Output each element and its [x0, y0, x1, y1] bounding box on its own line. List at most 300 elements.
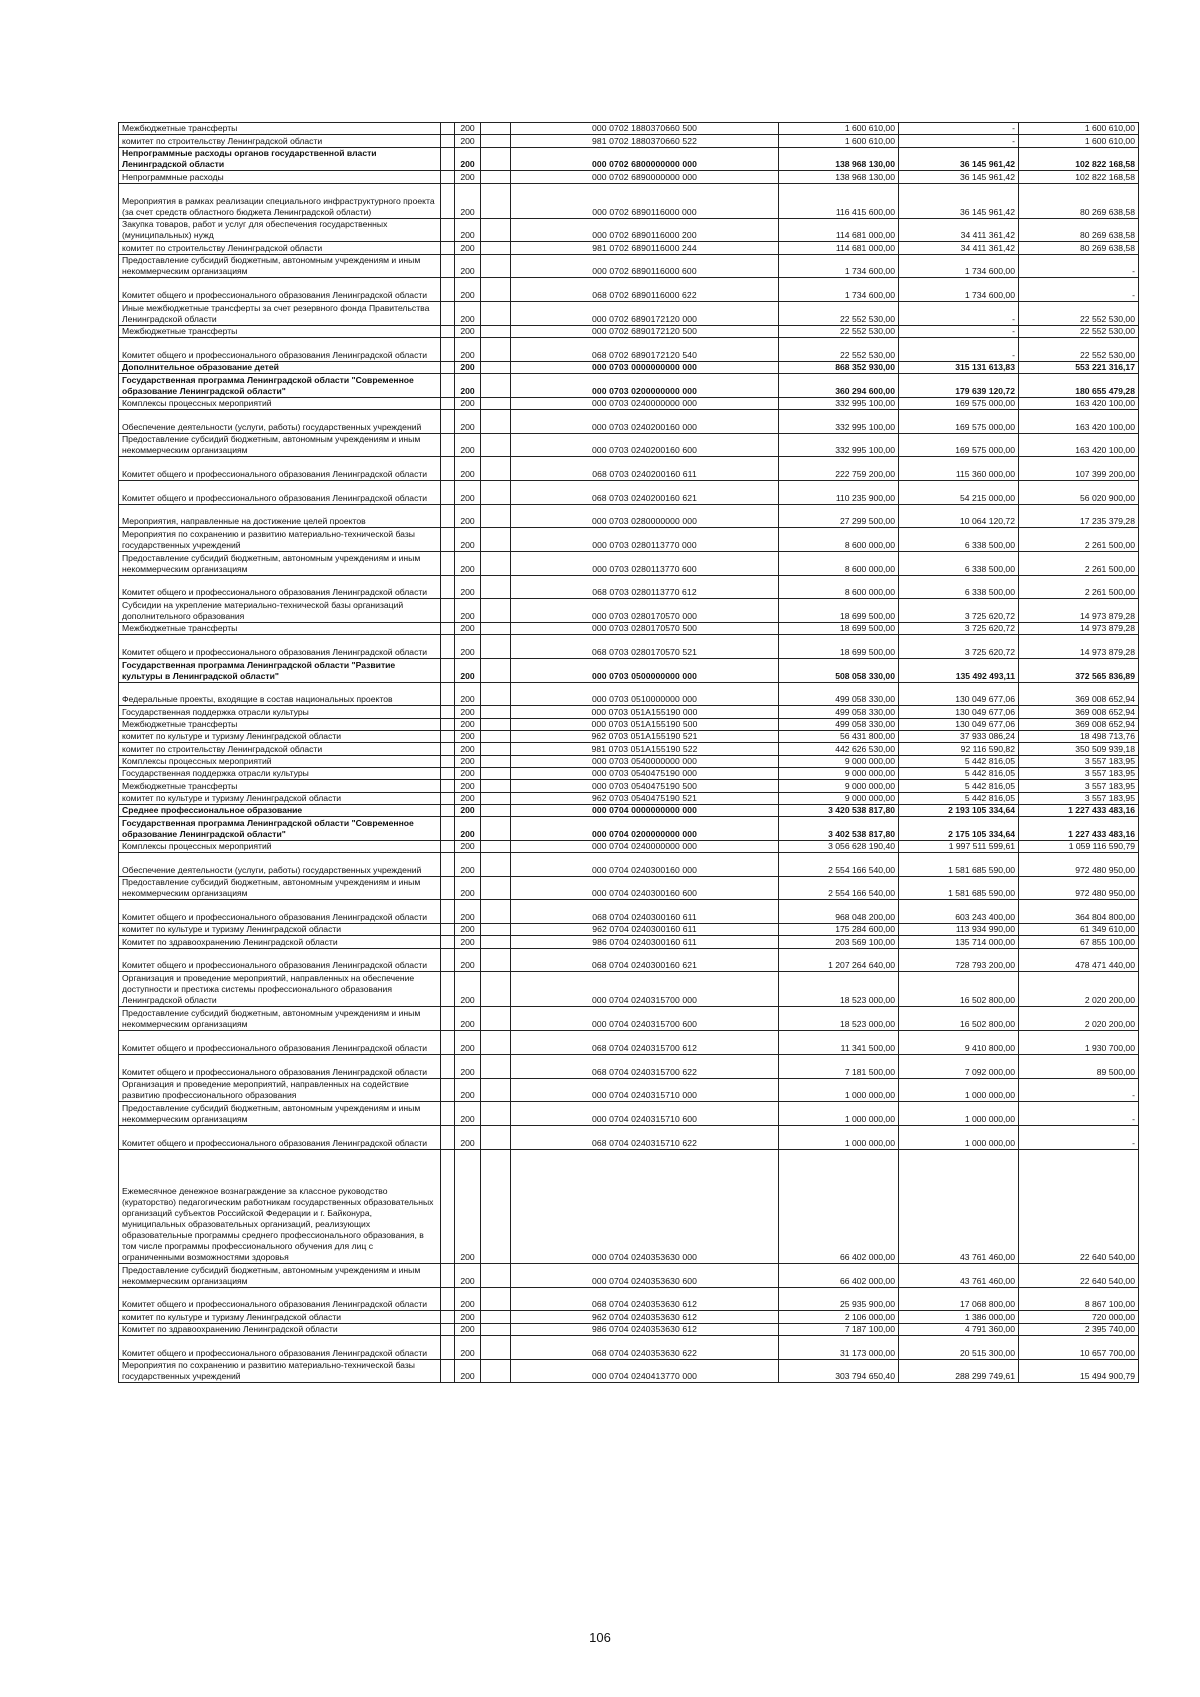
row-line-code-cell: 200: [455, 623, 481, 635]
row-classification-code-cell: 068 0703 0240200160 621: [511, 480, 779, 504]
row-name-cell: Дополнительное образование детей: [119, 361, 441, 373]
table-row: [119, 804, 1139, 816]
row-name-cell: Межбюджетные трансферты: [119, 780, 441, 792]
row-spacer-cell: [481, 780, 511, 792]
row-spacer-cell: [481, 433, 511, 457]
row-approved-amount-cell: 18 523 000,00: [779, 972, 899, 1007]
row-line-code-cell: 200: [455, 1264, 481, 1288]
table-row: [119, 623, 1139, 635]
row-executed-amount-cell: 130 049 677,06: [899, 682, 1019, 706]
row-line-code-cell: 200: [455, 242, 481, 254]
row-unexecuted-amount-cell: 3 557 183,95: [1019, 780, 1139, 792]
row-executed-amount-cell: 36 145 961,42: [899, 183, 1019, 218]
row-line-code-cell: 200: [455, 373, 481, 397]
table-row: [119, 1323, 1139, 1335]
table-row: [119, 171, 1139, 183]
row-name-cell: Среднее профессиональное образование: [119, 804, 441, 816]
row-name-cell: Комитет общего и профессионального образования Ленинградской области: [119, 1054, 441, 1078]
row-spacer-cell: [441, 840, 455, 852]
table-row: [119, 242, 1139, 254]
row-name-cell: Субсидии на укрепление материально-технической базы организаций дополнительного образования: [119, 599, 441, 623]
row-unexecuted-amount-cell: 14 973 879,28: [1019, 635, 1139, 659]
row-approved-amount-cell: 66 402 000,00: [779, 1149, 899, 1264]
row-executed-amount-cell: 5 442 816,05: [899, 792, 1019, 804]
row-name-cell: Непрограммные расходы: [119, 171, 441, 183]
row-approved-amount-cell: 1 734 600,00: [779, 278, 899, 302]
row-classification-code-cell: 000 0704 0240315700 000: [511, 972, 779, 1007]
row-approved-amount-cell: 8 600 000,00: [779, 575, 899, 599]
row-unexecuted-amount-cell: 17 235 379,28: [1019, 504, 1139, 528]
table-row: [119, 278, 1139, 302]
row-spacer-cell: [481, 1054, 511, 1078]
row-unexecuted-amount-cell: 972 480 950,00: [1019, 853, 1139, 877]
table-row: [119, 409, 1139, 433]
row-classification-code-cell: 000 0703 0240200160 600: [511, 433, 779, 457]
row-unexecuted-amount-cell: 18 498 713,76: [1019, 731, 1139, 743]
row-unexecuted-amount-cell: 369 008 652,94: [1019, 682, 1139, 706]
table-row: [119, 135, 1139, 147]
row-executed-amount-cell: 3 725 620,72: [899, 599, 1019, 623]
table-row: [119, 731, 1139, 743]
row-classification-code-cell: 000 0702 6890116000 600: [511, 254, 779, 278]
row-spacer-cell: [441, 397, 455, 409]
row-executed-amount-cell: 36 145 961,42: [899, 147, 1019, 171]
row-name-cell: Ежемесячное денежное вознаграждение за классное руководство (кураторство) педагогическим работникам государственных образовательных организаций субъектов Российской Федерации и г. Байконура, муниципальных образовательных организаций, реализующих образовательные программы среднего профессионального образования, в том числе программы профессионального обучения для лиц с ограниченными возможностями здоровья: [119, 1149, 441, 1264]
row-executed-amount-cell: 36 145 961,42: [899, 171, 1019, 183]
row-name-cell: Межбюджетные трансферты: [119, 623, 441, 635]
row-spacer-cell: [441, 623, 455, 635]
row-spacer-cell: [441, 876, 455, 900]
row-approved-amount-cell: 114 681 000,00: [779, 218, 899, 242]
row-classification-code-cell: 000 0703 0280170570 000: [511, 599, 779, 623]
row-line-code-cell: 200: [455, 1311, 481, 1323]
row-spacer-cell: [441, 936, 455, 948]
row-spacer-cell: [441, 278, 455, 302]
row-spacer-cell: [481, 552, 511, 576]
table-row: [119, 325, 1139, 337]
row-name-cell: Государственная программа Ленинградской области "Развитие культуры в Ленинградской области": [119, 659, 441, 683]
row-classification-code-cell: 068 0703 0240200160 611: [511, 457, 779, 481]
row-approved-amount-cell: 1 600 610,00: [779, 123, 899, 135]
row-unexecuted-amount-cell: 478 471 440,00: [1019, 948, 1139, 972]
row-spacer-cell: [441, 948, 455, 972]
row-name-cell: Комитет общего и профессионального образования Ленинградской области: [119, 575, 441, 599]
table-row: [119, 972, 1139, 1007]
row-classification-code-cell: 068 0704 0240315700 612: [511, 1031, 779, 1055]
row-unexecuted-amount-cell: 107 399 200,00: [1019, 457, 1139, 481]
row-approved-amount-cell: 116 415 600,00: [779, 183, 899, 218]
table-row: [119, 599, 1139, 623]
table-row: [119, 743, 1139, 755]
table-row: [119, 780, 1139, 792]
row-executed-amount-cell: 6 338 500,00: [899, 552, 1019, 576]
row-unexecuted-amount-cell: 102 822 168,58: [1019, 147, 1139, 171]
row-unexecuted-amount-cell: -: [1019, 1078, 1139, 1102]
row-spacer-cell: [441, 1102, 455, 1126]
row-unexecuted-amount-cell: 369 008 652,94: [1019, 706, 1139, 718]
row-classification-code-cell: 068 0703 0280170570 521: [511, 635, 779, 659]
row-classification-code-cell: 962 0704 0240300160 611: [511, 924, 779, 936]
row-executed-amount-cell: -: [899, 337, 1019, 361]
row-unexecuted-amount-cell: 22 552 530,00: [1019, 337, 1139, 361]
row-executed-amount-cell: 7 092 000,00: [899, 1054, 1019, 1078]
row-spacer-cell: [441, 635, 455, 659]
row-classification-code-cell: 000 0703 0500000000 000: [511, 659, 779, 683]
row-executed-amount-cell: 1 997 511 599,61: [899, 840, 1019, 852]
row-unexecuted-amount-cell: 22 552 530,00: [1019, 301, 1139, 325]
table-row: [119, 254, 1139, 278]
row-spacer-cell: [481, 659, 511, 683]
row-unexecuted-amount-cell: 1 600 610,00: [1019, 135, 1139, 147]
row-executed-amount-cell: 1 734 600,00: [899, 254, 1019, 278]
row-name-cell: Государственная поддержка отрасли культуры: [119, 767, 441, 779]
table-row: [119, 552, 1139, 576]
row-line-code-cell: 200: [455, 361, 481, 373]
row-spacer-cell: [441, 254, 455, 278]
row-classification-code-cell: 000 0702 6890116000 000: [511, 183, 779, 218]
row-unexecuted-amount-cell: 3 557 183,95: [1019, 767, 1139, 779]
table-row: [119, 1264, 1139, 1288]
row-approved-amount-cell: 499 058 330,00: [779, 682, 899, 706]
row-classification-code-cell: 000 0703 0510000000 000: [511, 682, 779, 706]
row-unexecuted-amount-cell: 1 227 433 483,16: [1019, 817, 1139, 841]
row-approved-amount-cell: 9 000 000,00: [779, 755, 899, 767]
row-approved-amount-cell: 499 058 330,00: [779, 706, 899, 718]
row-name-cell: Комитет общего и профессионального образования Ленинградской области: [119, 1287, 441, 1311]
row-approved-amount-cell: 138 968 130,00: [779, 171, 899, 183]
row-classification-code-cell: 000 0704 0000000000 000: [511, 804, 779, 816]
row-approved-amount-cell: 203 569 100,00: [779, 936, 899, 948]
row-spacer-cell: [481, 218, 511, 242]
row-line-code-cell: 200: [455, 218, 481, 242]
row-unexecuted-amount-cell: 67 855 100,00: [1019, 936, 1139, 948]
row-approved-amount-cell: 1 207 264 640,00: [779, 948, 899, 972]
row-spacer-cell: [441, 1323, 455, 1335]
row-executed-amount-cell: 1 581 685 590,00: [899, 876, 1019, 900]
table-row: [119, 755, 1139, 767]
table-row: [119, 433, 1139, 457]
row-line-code-cell: 200: [455, 876, 481, 900]
row-spacer-cell: [441, 780, 455, 792]
row-executed-amount-cell: 5 442 816,05: [899, 755, 1019, 767]
row-line-code-cell: 200: [455, 1007, 481, 1031]
row-classification-code-cell: 000 0704 0240300160 000: [511, 853, 779, 877]
row-name-cell: Государственная поддержка отрасли культуры: [119, 706, 441, 718]
row-executed-amount-cell: 3 725 620,72: [899, 635, 1019, 659]
row-line-code-cell: 200: [455, 792, 481, 804]
table-row: [119, 876, 1139, 900]
row-spacer-cell: [441, 1078, 455, 1102]
row-classification-code-cell: 986 0704 0240300160 611: [511, 936, 779, 948]
row-approved-amount-cell: 114 681 000,00: [779, 242, 899, 254]
row-executed-amount-cell: 288 299 749,61: [899, 1359, 1019, 1383]
row-spacer-cell: [481, 1311, 511, 1323]
row-spacer-cell: [481, 755, 511, 767]
row-executed-amount-cell: -: [899, 123, 1019, 135]
table-row: [119, 504, 1139, 528]
row-approved-amount-cell: 1 600 610,00: [779, 135, 899, 147]
row-name-cell: Комитет по здравоохранению Ленинградской области: [119, 1323, 441, 1335]
row-unexecuted-amount-cell: 372 565 836,89: [1019, 659, 1139, 683]
row-unexecuted-amount-cell: 163 420 100,00: [1019, 397, 1139, 409]
row-line-code-cell: 200: [455, 254, 481, 278]
table-row: [119, 218, 1139, 242]
row-classification-code-cell: 981 0702 6890116000 244: [511, 242, 779, 254]
row-approved-amount-cell: 8 600 000,00: [779, 552, 899, 576]
row-unexecuted-amount-cell: 1 059 116 590,79: [1019, 840, 1139, 852]
row-approved-amount-cell: 1 000 000,00: [779, 1102, 899, 1126]
row-approved-amount-cell: 1 000 000,00: [779, 1125, 899, 1149]
row-name-cell: комитет по строительству Ленинградской области: [119, 135, 441, 147]
row-spacer-cell: [441, 1125, 455, 1149]
table-row: [119, 792, 1139, 804]
row-classification-code-cell: 000 0703 0240200160 000: [511, 409, 779, 433]
row-spacer-cell: [481, 1323, 511, 1335]
row-name-cell: Мероприятия по сохранению и развитию материально-технической базы государственных учреждений: [119, 528, 441, 552]
row-executed-amount-cell: 16 502 800,00: [899, 1007, 1019, 1031]
row-unexecuted-amount-cell: 61 349 610,00: [1019, 924, 1139, 936]
row-spacer-cell: [441, 123, 455, 135]
row-spacer-cell: [481, 1287, 511, 1311]
row-executed-amount-cell: 113 934 990,00: [899, 924, 1019, 936]
row-name-cell: комитет по строительству Ленинградской области: [119, 242, 441, 254]
row-line-code-cell: 200: [455, 397, 481, 409]
row-classification-code-cell: 000 0703 0540475190 000: [511, 767, 779, 779]
row-spacer-cell: [481, 242, 511, 254]
row-executed-amount-cell: 3 725 620,72: [899, 623, 1019, 635]
row-classification-code-cell: 000 0702 6890116000 200: [511, 218, 779, 242]
row-classification-code-cell: 068 0704 0240315700 622: [511, 1054, 779, 1078]
row-spacer-cell: [441, 1007, 455, 1031]
row-spacer-cell: [481, 804, 511, 816]
row-classification-code-cell: 068 0702 6890116000 622: [511, 278, 779, 302]
row-unexecuted-amount-cell: 1 227 433 483,16: [1019, 804, 1139, 816]
row-spacer-cell: [441, 361, 455, 373]
row-unexecuted-amount-cell: 364 804 800,00: [1019, 900, 1139, 924]
row-approved-amount-cell: 18 699 500,00: [779, 599, 899, 623]
row-spacer-cell: [481, 457, 511, 481]
row-executed-amount-cell: 130 049 677,06: [899, 706, 1019, 718]
row-name-cell: Мероприятия по сохранению и развитию материально-технической базы государственных учреждений: [119, 1359, 441, 1383]
row-approved-amount-cell: 9 000 000,00: [779, 792, 899, 804]
row-spacer-cell: [441, 924, 455, 936]
row-line-code-cell: 200: [455, 718, 481, 730]
row-approved-amount-cell: 8 600 000,00: [779, 528, 899, 552]
row-unexecuted-amount-cell: 1 600 610,00: [1019, 123, 1139, 135]
row-approved-amount-cell: 3 420 538 817,80: [779, 804, 899, 816]
row-name-cell: Предоставление субсидий бюджетным, автономным учреждениям и иным некоммерческим организациям: [119, 552, 441, 576]
row-line-code-cell: 200: [455, 767, 481, 779]
row-line-code-cell: 200: [455, 743, 481, 755]
row-approved-amount-cell: 18 699 500,00: [779, 623, 899, 635]
row-line-code-cell: 200: [455, 1031, 481, 1055]
row-unexecuted-amount-cell: 89 500,00: [1019, 1054, 1139, 1078]
row-classification-code-cell: 000 0704 0240315710 000: [511, 1078, 779, 1102]
row-spacer-cell: [481, 171, 511, 183]
row-unexecuted-amount-cell: 22 640 540,00: [1019, 1149, 1139, 1264]
row-line-code-cell: 200: [455, 840, 481, 852]
table-row: [119, 1336, 1139, 1360]
row-spacer-cell: [441, 659, 455, 683]
row-spacer-cell: [481, 254, 511, 278]
row-unexecuted-amount-cell: 80 269 638,58: [1019, 183, 1139, 218]
row-approved-amount-cell: 7 187 100,00: [779, 1323, 899, 1335]
row-spacer-cell: [481, 682, 511, 706]
row-unexecuted-amount-cell: 1 930 700,00: [1019, 1031, 1139, 1055]
row-unexecuted-amount-cell: 163 420 100,00: [1019, 409, 1139, 433]
row-classification-code-cell: 068 0704 0240300160 621: [511, 948, 779, 972]
table-row: [119, 123, 1139, 135]
row-approved-amount-cell: 332 995 100,00: [779, 397, 899, 409]
table-row: [119, 1359, 1139, 1383]
row-executed-amount-cell: 10 064 120,72: [899, 504, 1019, 528]
row-spacer-cell: [481, 1336, 511, 1360]
row-classification-code-cell: 986 0704 0240353630 612: [511, 1323, 779, 1335]
row-name-cell: Предоставление субсидий бюджетным, автономным учреждениям и иным некоммерческим организациям: [119, 1007, 441, 1031]
row-classification-code-cell: 000 0703 0000000000 000: [511, 361, 779, 373]
row-name-cell: комитет по культуре и туризму Ленинградской области: [119, 731, 441, 743]
row-unexecuted-amount-cell: 163 420 100,00: [1019, 433, 1139, 457]
table-row: [119, 1125, 1139, 1149]
row-classification-code-cell: 000 0704 0240315700 600: [511, 1007, 779, 1031]
row-approved-amount-cell: 18 699 500,00: [779, 635, 899, 659]
row-unexecuted-amount-cell: 350 509 939,18: [1019, 743, 1139, 755]
row-name-cell: Государственная программа Ленинградской области "Современное образование Ленинградской области": [119, 817, 441, 841]
row-name-cell: Комитет общего и профессионального образования Ленинградской области: [119, 948, 441, 972]
row-line-code-cell: 200: [455, 948, 481, 972]
row-approved-amount-cell: 360 294 600,00: [779, 373, 899, 397]
row-classification-code-cell: 000 0703 0280000000 000: [511, 504, 779, 528]
row-name-cell: Межбюджетные трансферты: [119, 123, 441, 135]
row-spacer-cell: [441, 743, 455, 755]
row-name-cell: Мероприятия в рамках реализации специального инфраструктурного проекта (за счет средств областного бюджета Ленинградской области): [119, 183, 441, 218]
row-spacer-cell: [441, 373, 455, 397]
row-line-code-cell: 200: [455, 706, 481, 718]
row-spacer-cell: [481, 1149, 511, 1264]
row-line-code-cell: 200: [455, 755, 481, 767]
row-spacer-cell: [441, 552, 455, 576]
row-executed-amount-cell: 315 131 613,83: [899, 361, 1019, 373]
row-spacer-cell: [441, 767, 455, 779]
row-line-code-cell: 200: [455, 1149, 481, 1264]
row-approved-amount-cell: 22 552 530,00: [779, 337, 899, 361]
row-classification-code-cell: 981 0703 051A155190 522: [511, 743, 779, 755]
row-executed-amount-cell: 92 116 590,82: [899, 743, 1019, 755]
row-unexecuted-amount-cell: 80 269 638,58: [1019, 218, 1139, 242]
row-line-code-cell: 200: [455, 804, 481, 816]
table-row: [119, 361, 1139, 373]
row-unexecuted-amount-cell: -: [1019, 1125, 1139, 1149]
row-spacer-cell: [441, 1287, 455, 1311]
row-line-code-cell: 200: [455, 817, 481, 841]
row-executed-amount-cell: -: [899, 301, 1019, 325]
row-name-cell: комитет по культуре и туризму Ленинградской области: [119, 1311, 441, 1323]
row-executed-amount-cell: 1 000 000,00: [899, 1102, 1019, 1126]
row-spacer-cell: [481, 817, 511, 841]
table-row: [119, 1031, 1139, 1055]
row-unexecuted-amount-cell: 2 020 200,00: [1019, 972, 1139, 1007]
row-unexecuted-amount-cell: 2 261 500,00: [1019, 575, 1139, 599]
table-row: [119, 767, 1139, 779]
row-approved-amount-cell: 303 794 650,40: [779, 1359, 899, 1383]
row-executed-amount-cell: 34 411 361,42: [899, 242, 1019, 254]
row-executed-amount-cell: 4 791 360,00: [899, 1323, 1019, 1335]
row-name-cell: Обеспечение деятельности (услуги, работы) государственных учреждений: [119, 853, 441, 877]
row-executed-amount-cell: 6 338 500,00: [899, 528, 1019, 552]
row-spacer-cell: [481, 972, 511, 1007]
row-unexecuted-amount-cell: 22 640 540,00: [1019, 1264, 1139, 1288]
row-name-cell: Комитет общего и профессионального образования Ленинградской области: [119, 457, 441, 481]
row-line-code-cell: 200: [455, 552, 481, 576]
row-name-cell: Комитет общего и профессионального образования Ленинградской области: [119, 1031, 441, 1055]
row-spacer-cell: [481, 936, 511, 948]
row-approved-amount-cell: 1 734 600,00: [779, 254, 899, 278]
row-spacer-cell: [481, 792, 511, 804]
row-line-code-cell: 200: [455, 528, 481, 552]
row-approved-amount-cell: 3 056 628 190,40: [779, 840, 899, 852]
table-row: [119, 147, 1139, 171]
row-spacer-cell: [441, 1359, 455, 1383]
row-spacer-cell: [481, 1264, 511, 1288]
row-unexecuted-amount-cell: 2 261 500,00: [1019, 552, 1139, 576]
row-executed-amount-cell: 9 410 800,00: [899, 1031, 1019, 1055]
table-row: [119, 1054, 1139, 1078]
row-classification-code-cell: 981 0702 1880370660 522: [511, 135, 779, 147]
row-approved-amount-cell: 442 626 530,00: [779, 743, 899, 755]
row-spacer-cell: [441, 804, 455, 816]
row-approved-amount-cell: 66 402 000,00: [779, 1264, 899, 1288]
row-spacer-cell: [441, 706, 455, 718]
row-line-code-cell: 200: [455, 278, 481, 302]
row-spacer-cell: [441, 718, 455, 730]
row-spacer-cell: [481, 853, 511, 877]
row-spacer-cell: [441, 147, 455, 171]
row-line-code-cell: 200: [455, 504, 481, 528]
row-name-cell: Организация и проведение мероприятий, направленных на обеспечение доступности и престижа системы профессионального образования Ленинградской области: [119, 972, 441, 1007]
row-spacer-cell: [441, 183, 455, 218]
row-name-cell: Организация и проведение мероприятий, направленных на содействие развитию профессионального образования: [119, 1078, 441, 1102]
row-spacer-cell: [481, 337, 511, 361]
row-spacer-cell: [481, 635, 511, 659]
row-spacer-cell: [481, 147, 511, 171]
row-unexecuted-amount-cell: 80 269 638,58: [1019, 242, 1139, 254]
row-approved-amount-cell: 2 554 166 540,00: [779, 876, 899, 900]
row-unexecuted-amount-cell: 14 973 879,28: [1019, 599, 1139, 623]
row-classification-code-cell: 000 0702 1880370660 500: [511, 123, 779, 135]
row-classification-code-cell: 000 0702 6890172120 000: [511, 301, 779, 325]
row-spacer-cell: [441, 218, 455, 242]
row-approved-amount-cell: 2 106 000,00: [779, 1311, 899, 1323]
row-executed-amount-cell: 20 515 300,00: [899, 1336, 1019, 1360]
row-executed-amount-cell: 43 761 460,00: [899, 1149, 1019, 1264]
row-name-cell: комитет по строительству Ленинградской области: [119, 743, 441, 755]
row-name-cell: Предоставление субсидий бюджетным, автономным учреждениям и иным некоммерческим организациям: [119, 1102, 441, 1126]
row-name-cell: Межбюджетные трансферты: [119, 325, 441, 337]
row-classification-code-cell: 000 0704 0240315710 600: [511, 1102, 779, 1126]
row-unexecuted-amount-cell: 56 020 900,00: [1019, 480, 1139, 504]
budget-execution-table: [118, 122, 1139, 1383]
table-row: [119, 900, 1139, 924]
row-classification-code-cell: 000 0703 0280113770 600: [511, 552, 779, 576]
row-spacer-cell: [441, 1264, 455, 1288]
row-spacer-cell: [441, 433, 455, 457]
row-spacer-cell: [441, 755, 455, 767]
row-name-cell: Предоставление субсидий бюджетным, автономным учреждениям и иным некоммерческим организациям: [119, 433, 441, 457]
row-line-code-cell: 200: [455, 183, 481, 218]
row-executed-amount-cell: 130 049 677,06: [899, 718, 1019, 730]
row-spacer-cell: [441, 731, 455, 743]
row-name-cell: комитет по культуре и туризму Ленинградской области: [119, 792, 441, 804]
